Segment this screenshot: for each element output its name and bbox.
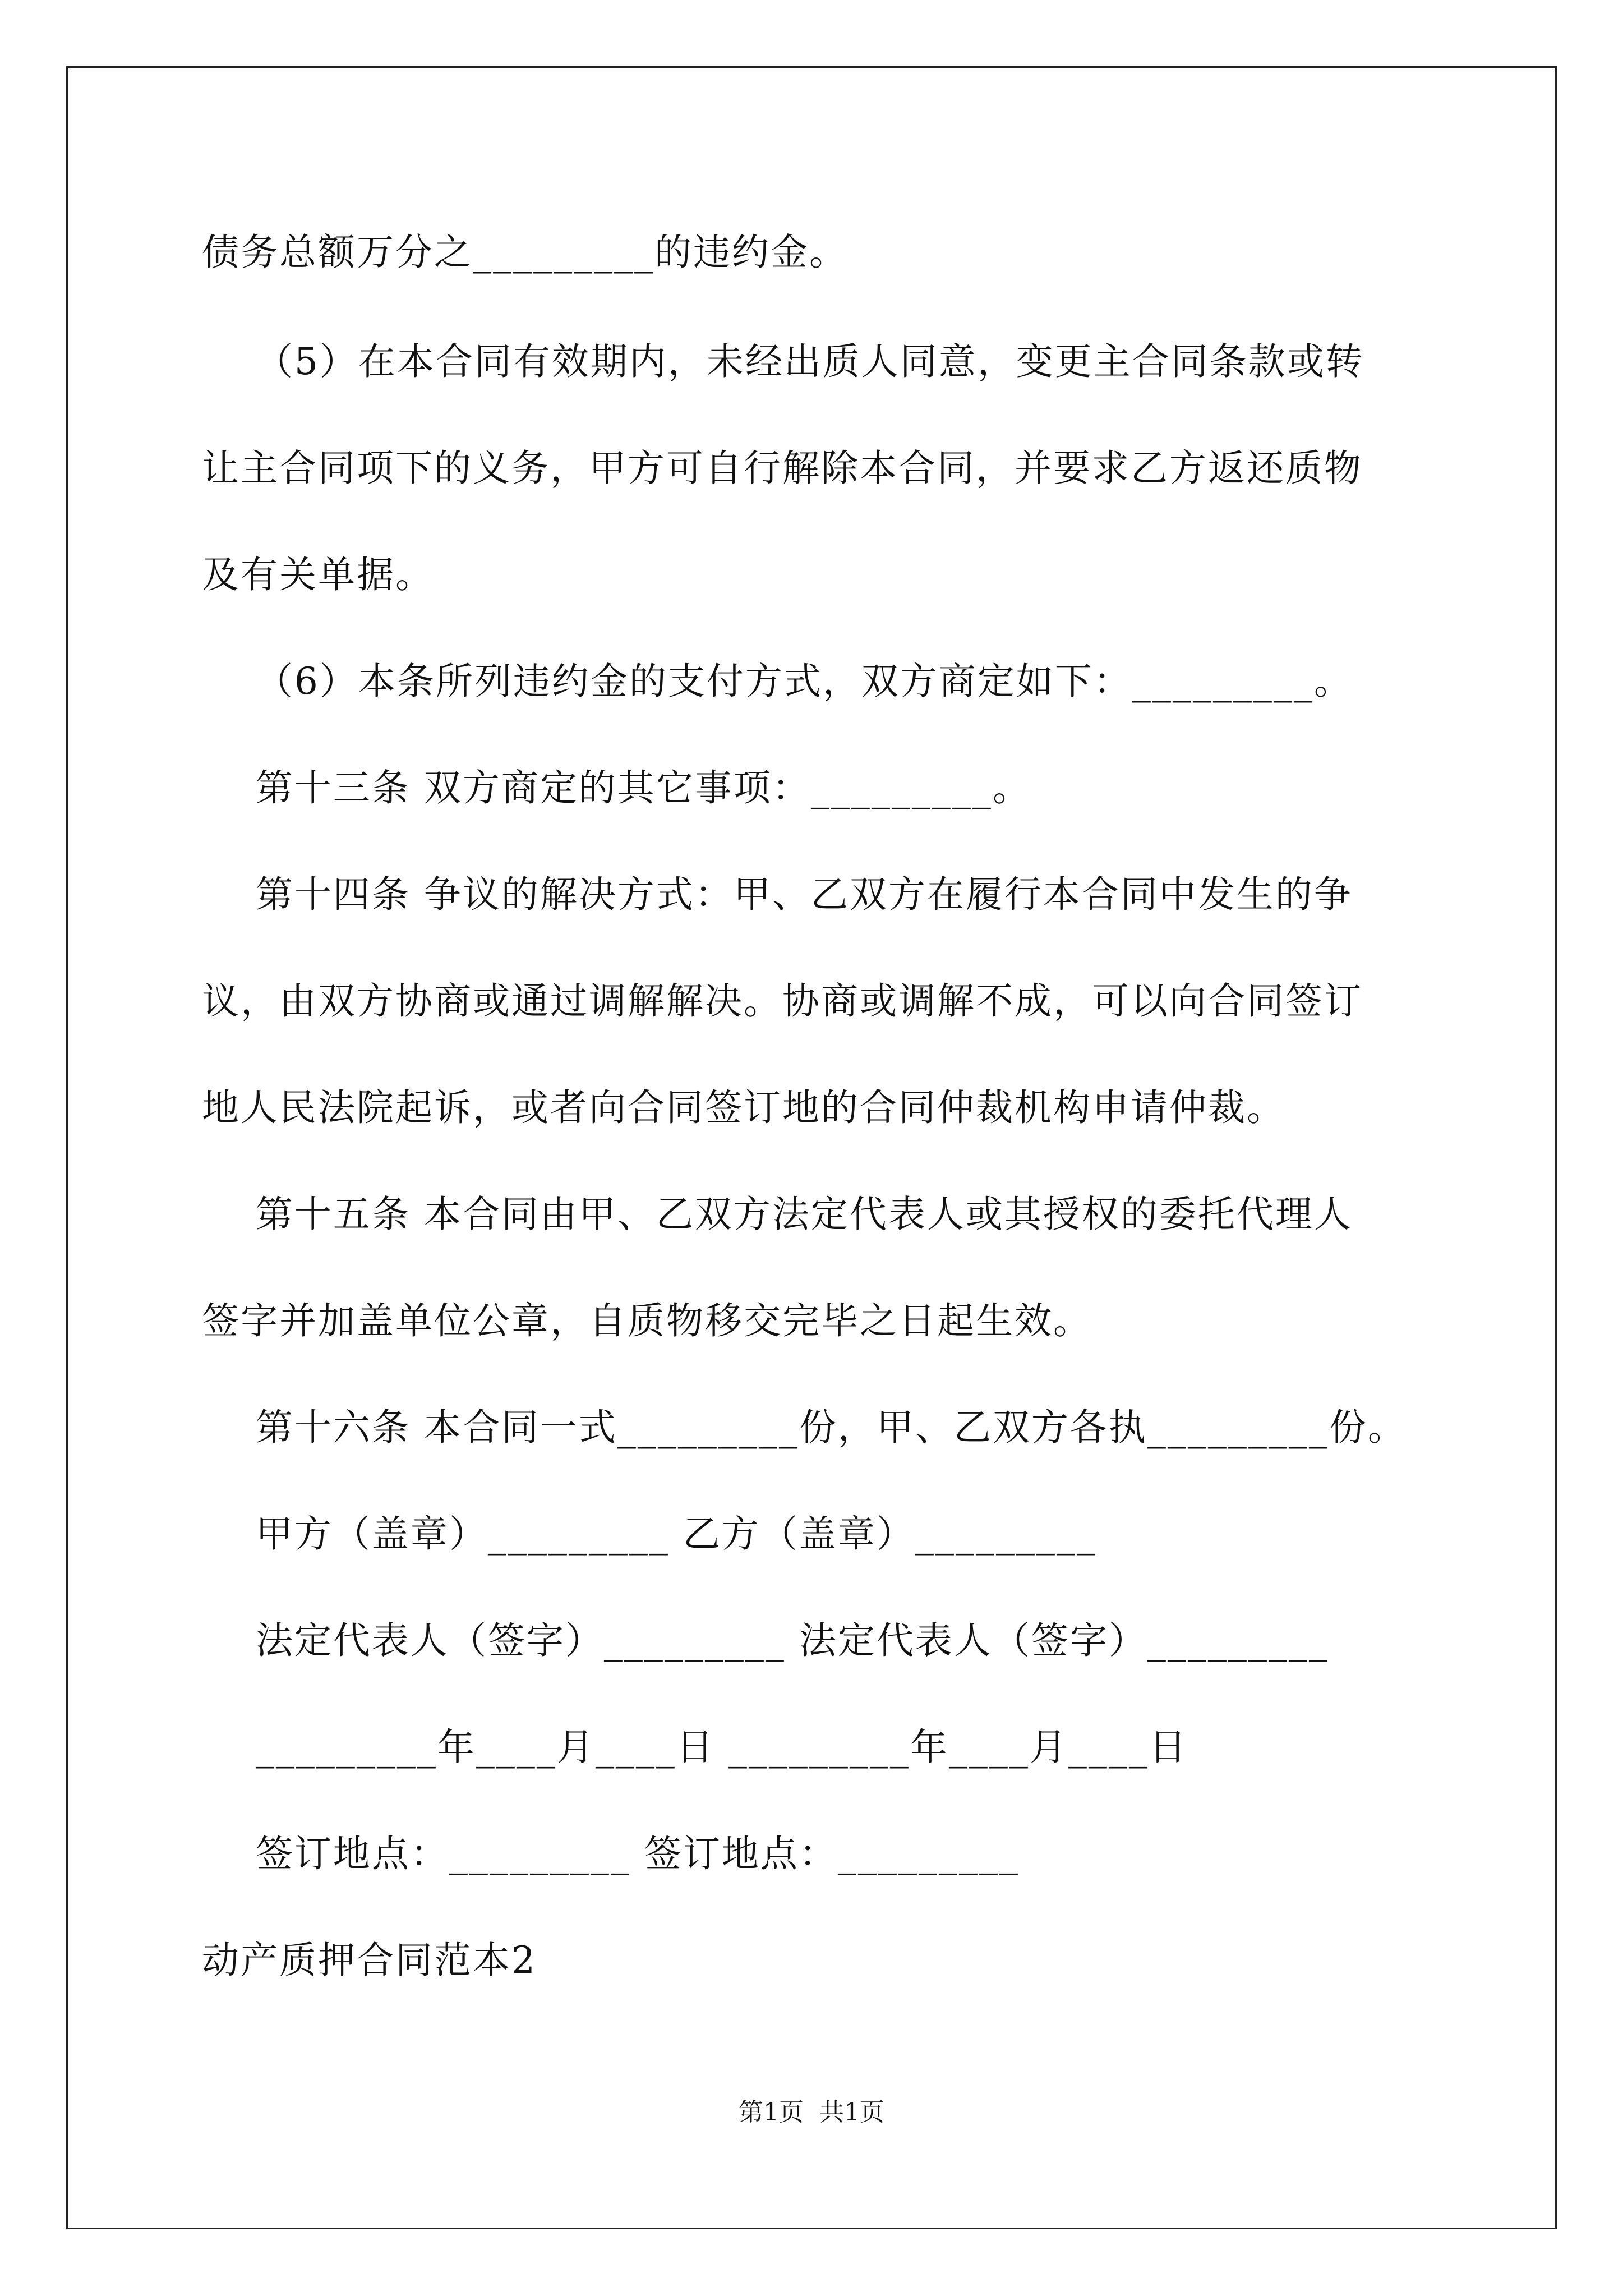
text-line: 甲方（盖章）_________ 乙方（盖章）_________ [202,1512,1097,1556]
text-line: （6）本条所列违约金的支付方式，双方商定如下：_________。 [202,660,1353,703]
text-line: 及有关单据。 [202,553,434,596]
text-line: 签字并加盖单位公章，自质物移交完毕之日起生效。 [202,1299,1092,1342]
text-line: 债务总额万分之_________的违约金。 [202,231,848,274]
text-line: （5）在本合同有效期内，未经出质人同意，变更主合同条款或转 [202,340,1364,383]
text-line: 签订地点：_________ 签订地点：_________ [202,1832,1020,1875]
section-heading: 动产质押合同范本2 [202,1939,537,1982]
text-line: 第十三条 双方商定的其它事项：_________。 [202,766,1031,809]
text-line: 地人民法院起诉，或者向合同签订地的合同仲裁机构申请仲裁。 [202,1086,1285,1129]
page-footer: 第1页 共1页 [739,2098,884,2127]
text-line: 第十六条 本合同一式_________份，甲、乙双方各执_________份。 [202,1406,1407,1449]
text-line: 第十五条 本合同由甲、乙双方法定代表人或其授权的委托代理人 [202,1193,1353,1236]
page-border [66,66,1557,2229]
text-line: 第十四条 争议的解决方式：甲、乙双方在履行本合同中发生的争 [202,873,1353,916]
text-line: 法定代表人（签字）_________ 法定代表人（签字）_________ [202,1619,1329,1662]
text-line: 让主合同项下的义务，甲方可自行解除本合同，并要求乙方返还质物 [202,447,1363,490]
text-line: 议，由双方协商或通过调解解决。协商或调解不成，可以向合同签订 [202,979,1363,1023]
text-line: _________年____月____日 _________年____月____日 [202,1726,1188,1769]
